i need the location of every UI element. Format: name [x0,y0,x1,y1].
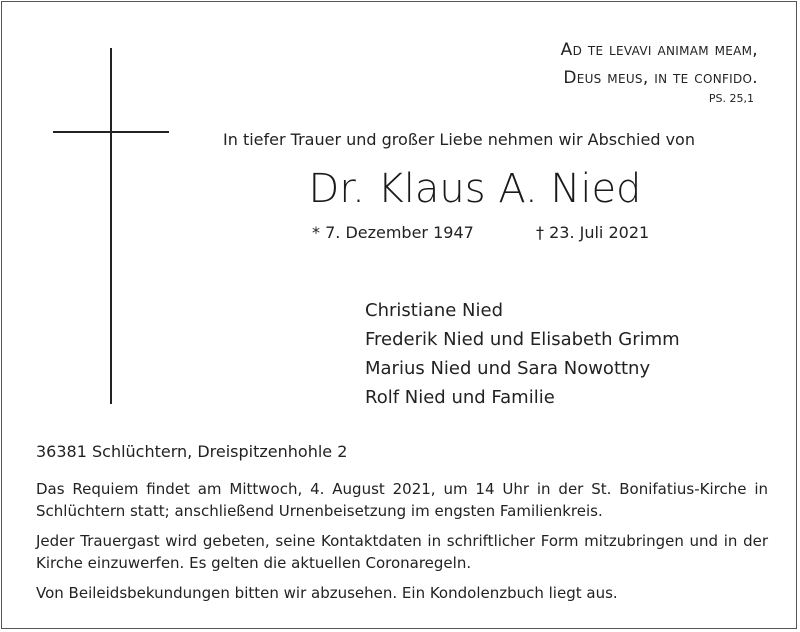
psalm-quote [561,36,758,92]
notice-frame [1,1,797,629]
family-member: Frederik Nied und Elisabeth Grimm [365,329,680,350]
family-list [365,296,680,412]
birth-date: * 7. Dezember 1947 [312,223,474,242]
requiem-paragraph: Das Requiem findet am Mittwoch, 4. August 2021, um 14 Uhr in der St. Bonifatius-Kirche in Schlüchtern statt; anschließend Urnenbeisetzung im engsten Familienkreis. [36,480,768,520]
address: 36381 Schlüchtern, Dreispitzenhohle 2 [36,442,348,461]
psalm-quote-line-2: Deus meus, in te confido. [563,68,758,88]
psalm-quote-line-1: Ad te levavi animam meam, [560,40,758,60]
family-member: Christiane Nied [365,300,504,321]
deceased-name: Dr. Klaus A. Nied [308,166,642,212]
family-member: Marius Nied und Sara Nowottny [365,358,651,379]
family-member: Rolf Nied und Familie [365,387,555,408]
intro-text: In tiefer Trauer und großer Liebe nehmen wir Abschied von [223,130,695,149]
psalm-reference: PS. 25,1 [708,92,754,105]
guest-info-paragraph: Jeder Trauergast wird gebeten, seine Kontaktdaten in schriftlicher Form mitzubringen und in der Kirche einzuwerfen. Es gelten die aktuellen Coronaregeln. [36,532,768,572]
cross-icon-vertical [110,48,112,404]
condolence-paragraph: Von Beileidsbekundungen bitten wir abzusehen. Ein Kondolenzbuch liegt aus. [36,584,618,602]
death-date: † 23. Juli 2021 [536,223,650,242]
